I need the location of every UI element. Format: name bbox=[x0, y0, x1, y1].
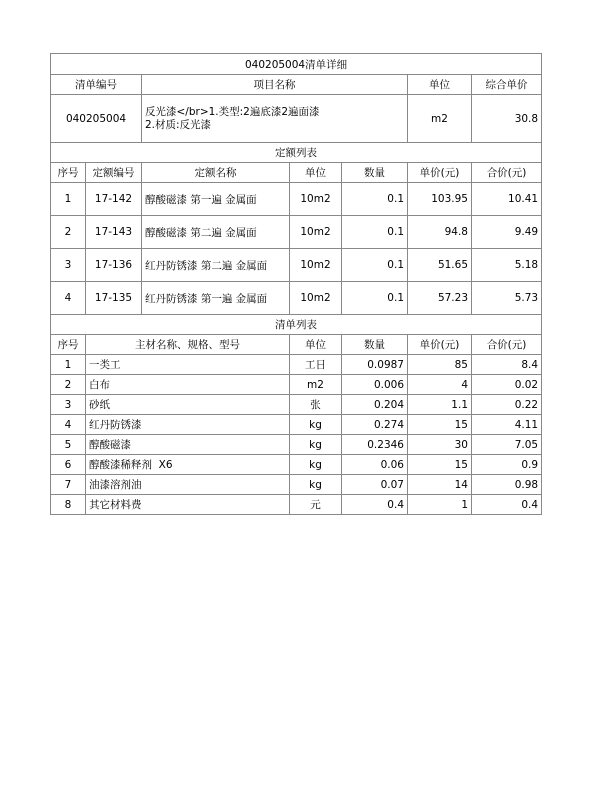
quota-header-cell: 序号 bbox=[51, 163, 86, 183]
quota-unit: 10m2 bbox=[290, 249, 342, 282]
quota-price: 51.65 bbox=[408, 249, 472, 282]
quota-name: 红丹防锈漆 第二遍 金属面 bbox=[142, 249, 290, 282]
quota-section-title: 定额列表 bbox=[51, 143, 542, 163]
material-row bbox=[51, 415, 542, 435]
quota-header-cell: 定额编号 bbox=[86, 163, 142, 183]
quota-header-row bbox=[51, 163, 542, 183]
bill-price-header: 综合单价 bbox=[472, 75, 542, 95]
material-unit: 元 bbox=[290, 495, 342, 515]
material-qty: 0.204 bbox=[342, 395, 408, 415]
quota-qty: 0.1 bbox=[342, 249, 408, 282]
quota-header-cell: 单位 bbox=[290, 163, 342, 183]
quota-price: 94.8 bbox=[408, 216, 472, 249]
title-row bbox=[51, 54, 542, 75]
material-price: 4 bbox=[408, 375, 472, 395]
quota-no: 1 bbox=[51, 183, 86, 216]
material-section-title: 清单列表 bbox=[51, 315, 542, 335]
quota-qty: 0.1 bbox=[342, 282, 408, 315]
material-qty: 0.0987 bbox=[342, 355, 408, 375]
material-row bbox=[51, 375, 542, 395]
material-header-cell: 单价(元) bbox=[408, 335, 472, 355]
quota-header-cell: 单价(元) bbox=[408, 163, 472, 183]
material-price: 15 bbox=[408, 455, 472, 475]
material-total: 0.02 bbox=[472, 375, 542, 395]
material-total: 0.98 bbox=[472, 475, 542, 495]
quota-header-cell: 合价(元) bbox=[472, 163, 542, 183]
material-name: 醇酸漆稀释剂 X6 bbox=[86, 455, 290, 475]
material-qty: 0.06 bbox=[342, 455, 408, 475]
material-qty: 0.006 bbox=[342, 375, 408, 395]
material-no: 5 bbox=[51, 435, 86, 455]
quota-row bbox=[51, 216, 542, 249]
material-qty: 0.274 bbox=[342, 415, 408, 435]
material-header-cell: 单位 bbox=[290, 335, 342, 355]
material-name: 白布 bbox=[86, 375, 290, 395]
bill-price: 30.8 bbox=[472, 95, 542, 143]
material-header-cell: 数量 bbox=[342, 335, 408, 355]
quota-no: 3 bbox=[51, 249, 86, 282]
material-header-cell: 主材名称、规格、型号 bbox=[86, 335, 290, 355]
bill-row bbox=[51, 95, 542, 143]
material-unit: 张 bbox=[290, 395, 342, 415]
quota-code: 17-136 bbox=[86, 249, 142, 282]
material-no: 4 bbox=[51, 415, 86, 435]
quota-name: 红丹防锈漆 第一遍 金属面 bbox=[142, 282, 290, 315]
material-no: 7 bbox=[51, 475, 86, 495]
quota-total: 5.18 bbox=[472, 249, 542, 282]
material-unit: kg bbox=[290, 455, 342, 475]
material-price: 30 bbox=[408, 435, 472, 455]
quota-header-cell: 定额名称 bbox=[142, 163, 290, 183]
bill-code: 040205004 bbox=[51, 95, 142, 143]
material-unit: 工日 bbox=[290, 355, 342, 375]
material-name: 红丹防锈漆 bbox=[86, 415, 290, 435]
material-header-cell: 序号 bbox=[51, 335, 86, 355]
table-title: 040205004清单详细 bbox=[51, 54, 542, 75]
material-no: 1 bbox=[51, 355, 86, 375]
quota-row bbox=[51, 282, 542, 315]
material-total: 0.4 bbox=[472, 495, 542, 515]
quota-unit: 10m2 bbox=[290, 282, 342, 315]
bill-unit: m2 bbox=[408, 95, 472, 143]
material-price: 15 bbox=[408, 415, 472, 435]
bill-name-line2: 2.材质:反光漆 bbox=[145, 118, 212, 131]
quota-no: 2 bbox=[51, 216, 86, 249]
material-name: 油漆溶剂油 bbox=[86, 475, 290, 495]
material-total: 8.4 bbox=[472, 355, 542, 375]
bill-name-line1: 反光漆</br>1.类型:2遍底漆2遍面漆 bbox=[145, 105, 320, 118]
material-header-cell: 合价(元) bbox=[472, 335, 542, 355]
quota-qty: 0.1 bbox=[342, 183, 408, 216]
bill-detail-table bbox=[50, 53, 542, 515]
bill-header-row bbox=[51, 75, 542, 95]
quota-total: 10.41 bbox=[472, 183, 542, 216]
material-unit: kg bbox=[290, 475, 342, 495]
quota-qty: 0.1 bbox=[342, 216, 408, 249]
material-total: 4.11 bbox=[472, 415, 542, 435]
material-header-row bbox=[51, 335, 542, 355]
quota-code: 17-135 bbox=[86, 282, 142, 315]
material-qty: 0.07 bbox=[342, 475, 408, 495]
material-price: 1 bbox=[408, 495, 472, 515]
bill-unit-header: 单位 bbox=[408, 75, 472, 95]
material-name: 砂纸 bbox=[86, 395, 290, 415]
material-name: 醇酸磁漆 bbox=[86, 435, 290, 455]
quota-row bbox=[51, 183, 542, 216]
quota-header-cell: 数量 bbox=[342, 163, 408, 183]
material-row bbox=[51, 395, 542, 415]
quota-section-row bbox=[51, 143, 542, 163]
material-price: 85 bbox=[408, 355, 472, 375]
quota-row bbox=[51, 249, 542, 282]
quota-unit: 10m2 bbox=[290, 183, 342, 216]
quota-code: 17-142 bbox=[86, 183, 142, 216]
material-no: 3 bbox=[51, 395, 86, 415]
material-qty: 0.2346 bbox=[342, 435, 408, 455]
material-unit: kg bbox=[290, 435, 342, 455]
material-row bbox=[51, 455, 542, 475]
quota-price: 57.23 bbox=[408, 282, 472, 315]
bill-name bbox=[142, 95, 408, 143]
material-row bbox=[51, 355, 542, 375]
material-no: 6 bbox=[51, 455, 86, 475]
material-qty: 0.4 bbox=[342, 495, 408, 515]
material-total: 0.22 bbox=[472, 395, 542, 415]
material-total: 7.05 bbox=[472, 435, 542, 455]
quota-name: 醇酸磁漆 第二遍 金属面 bbox=[142, 216, 290, 249]
material-name: 一类工 bbox=[86, 355, 290, 375]
material-no: 8 bbox=[51, 495, 86, 515]
bill-code-header: 清单编号 bbox=[51, 75, 142, 95]
material-name: 其它材料费 bbox=[86, 495, 290, 515]
material-price: 1.1 bbox=[408, 395, 472, 415]
material-unit: m2 bbox=[290, 375, 342, 395]
material-unit: kg bbox=[290, 415, 342, 435]
material-total: 0.9 bbox=[472, 455, 542, 475]
material-row bbox=[51, 475, 542, 495]
material-price: 14 bbox=[408, 475, 472, 495]
quota-code: 17-143 bbox=[86, 216, 142, 249]
quota-price: 103.95 bbox=[408, 183, 472, 216]
quota-total: 9.49 bbox=[472, 216, 542, 249]
quota-total: 5.73 bbox=[472, 282, 542, 315]
quota-unit: 10m2 bbox=[290, 216, 342, 249]
quota-name: 醇酸磁漆 第一遍 金属面 bbox=[142, 183, 290, 216]
quota-no: 4 bbox=[51, 282, 86, 315]
bill-name-header: 项目名称 bbox=[142, 75, 408, 95]
material-section-row bbox=[51, 315, 542, 335]
material-row bbox=[51, 495, 542, 515]
material-row bbox=[51, 435, 542, 455]
material-no: 2 bbox=[51, 375, 86, 395]
